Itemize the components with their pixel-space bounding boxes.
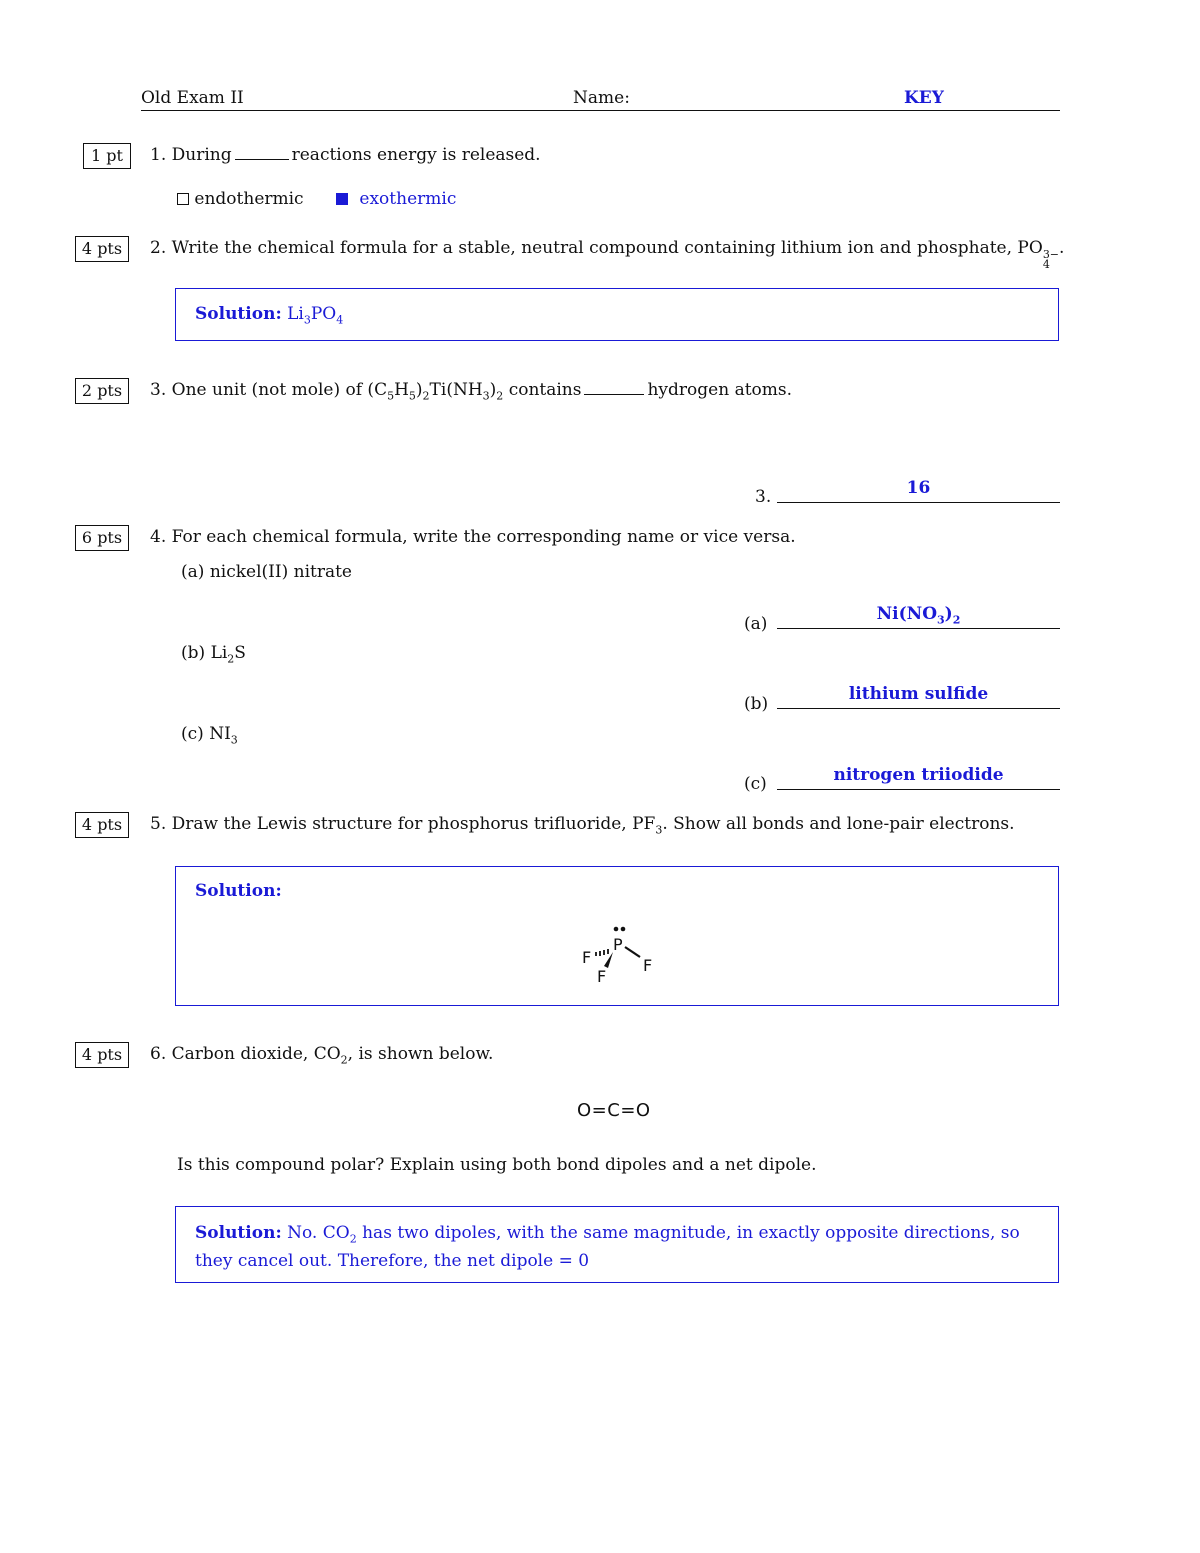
q4-ans-b-line: [777, 708, 1060, 709]
q1-checkbox-endothermic[interactable]: [177, 193, 189, 205]
q2-text-end: .: [1059, 238, 1065, 258]
q4-c-ni: NI: [209, 724, 231, 744]
q4-c-label: (c): [181, 724, 204, 744]
atom-p: P: [613, 935, 623, 954]
q6-solution-text-1: No. CO: [287, 1223, 350, 1243]
q4-b-s: S: [234, 643, 246, 663]
q4-ans-a-pre: Ni(NO: [876, 604, 938, 624]
q2-formula-sup: 3−: [1042, 248, 1060, 261]
q6-solution-text-3: they cancel out. Therefore, the net dipole = 0: [195, 1251, 590, 1272]
q4-ans-a-close: ): [944, 604, 953, 624]
q3-number: 3.: [150, 380, 167, 400]
q4-text: For each chemical formula, write the corresponding name or vice versa.: [171, 527, 796, 547]
q3-sub-c: 5: [387, 389, 395, 403]
q4-ans-c-line: [777, 789, 1060, 790]
q6-text-end: , is shown below.: [347, 1044, 494, 1064]
q3-text-after: hydrogen atoms.: [647, 380, 793, 400]
q5-text: Draw the Lewis structure for phosphorus trifluoride, PF: [171, 814, 656, 834]
q2-points-box: 4 pts: [75, 236, 129, 262]
name-label: Name:: [573, 88, 630, 108]
q3-ti: Ti(NH: [429, 380, 483, 400]
pf3-lewis-structure: [566, 919, 676, 989]
q3-sub-h: 5: [408, 389, 416, 403]
q3-close2: ): [489, 380, 497, 400]
q3-answer: 16: [906, 478, 931, 498]
q5-question: [150, 814, 1015, 836]
q4-points-box: 6 pts: [75, 525, 129, 551]
key-label: KEY: [904, 88, 944, 108]
q3-answer-label: 3.: [755, 487, 772, 507]
q1-points-box: 1 pt: [83, 143, 131, 169]
q5-number: 5.: [150, 814, 167, 834]
atom-f-right: F: [643, 956, 653, 975]
q5-solution-label: Solution:: [195, 881, 282, 901]
q3-h: H: [394, 380, 409, 400]
q3-answer-line: [777, 502, 1060, 503]
q4-part-c: [181, 724, 238, 746]
q1-option-exothermic[interactable]: [336, 189, 456, 209]
q2-solution: [195, 304, 343, 326]
q4-ans-b-label: (b): [744, 694, 769, 714]
q6-solution-sub: 2: [349, 1232, 357, 1246]
q2-number: 2.: [150, 238, 167, 258]
q6-polar-question: Is this compound polar? Explain using both bond dipoles and a net dipole.: [177, 1155, 817, 1175]
q5-points-box: 4 pts: [75, 812, 129, 838]
lone-pair-dot-2: [621, 927, 626, 932]
q2-solution-sub1: 3: [303, 313, 311, 327]
atom-f-bottom: F: [597, 967, 607, 986]
q6-solution-box: [175, 1206, 1059, 1283]
q6-question: [150, 1044, 493, 1066]
q2-solution-sub2: 4: [336, 313, 344, 327]
q4-part-b: [181, 643, 246, 665]
q4-ans-c: nitrogen triiodide: [833, 765, 1004, 785]
q3-blank: [584, 380, 644, 395]
q6-solution-label: Solution:: [195, 1223, 282, 1243]
header-rule: [141, 110, 1060, 111]
q4-number: 4.: [150, 527, 167, 547]
co2-structure: O=C=O: [577, 1100, 651, 1121]
q3-sub-2a: 2: [422, 389, 430, 403]
q6-sub: 2: [340, 1053, 348, 1067]
q4-ans-a-sub1: 3: [937, 613, 945, 627]
lone-pair-dot-1: [614, 927, 619, 932]
q4-a-text: nickel(II) nitrate: [209, 562, 352, 582]
q1-checkbox-exothermic[interactable]: [336, 193, 348, 205]
q4-ans-b: lithium sulfide: [848, 684, 989, 704]
q4-ans-a-line: [777, 628, 1060, 629]
right-bond: [625, 947, 640, 957]
q4-part-a: [181, 562, 352, 582]
q6-text: Carbon dioxide, CO: [171, 1044, 341, 1064]
q2-solution-po: PO: [310, 304, 337, 324]
exam-title: Old Exam II: [141, 88, 244, 108]
q6-number: 6.: [150, 1044, 167, 1064]
q3-sub-2b: 2: [496, 389, 504, 403]
q2-text: Write the chemical formula for a stable, neutral compound containing lithium ion and phosphate, PO: [171, 238, 1043, 258]
q5-text-end: . Show all bonds and lone-pair electrons.: [662, 814, 1015, 834]
q1-option-2-label: exothermic: [359, 189, 457, 209]
q1-number: 1.: [150, 145, 167, 165]
q3-points-box: 2 pts: [75, 378, 129, 404]
wedge-bond: [604, 952, 613, 968]
q1-option-1-label: endothermic: [194, 189, 304, 209]
q1-text-after: reactions energy is released.: [291, 145, 541, 165]
q5-solution-box: [175, 866, 1059, 1006]
q6-points-box: 4 pts: [75, 1042, 129, 1068]
hashed-bond: [596, 949, 608, 956]
q2-question: [150, 238, 1064, 270]
q3-text-mid: contains: [508, 380, 582, 400]
q4-ans-c-label: (c): [744, 774, 767, 794]
q1-option-endothermic[interactable]: [177, 189, 304, 209]
q1-question: [150, 145, 541, 165]
q5-sub: 3: [655, 823, 663, 837]
q4-b-label: (b): [181, 643, 206, 663]
q1-blank: [235, 145, 289, 160]
q4-ans-a: [777, 604, 1060, 626]
atom-f-left: F: [582, 948, 592, 967]
q4-ans-a-sub2: 2: [952, 613, 961, 627]
q4-b-sub: 2: [227, 652, 235, 666]
q3-question: [150, 380, 792, 402]
q4-b-li: Li: [210, 643, 228, 663]
q1-text-before: During: [171, 145, 232, 165]
q4-c-sub: 3: [230, 733, 238, 747]
q3-sub-3: 3: [482, 389, 490, 403]
q6-solution-text-2: has two dipoles, with the same magnitude, in exactly opposite directions, so: [362, 1223, 1020, 1243]
q2-formula-sub: 4: [1042, 258, 1050, 271]
q3-text-before: One unit (not mole) of (C: [171, 380, 388, 400]
q2-solution-li: Li: [287, 304, 304, 324]
q2-solution-box: [175, 288, 1059, 341]
q4-ans-a-label: (a): [744, 614, 768, 634]
q3-close: ): [415, 380, 423, 400]
q4-a-label: (a): [181, 562, 205, 582]
q6-solution: [195, 1222, 1020, 1273]
q2-solution-label: Solution:: [195, 304, 282, 324]
q4-question: [150, 527, 796, 547]
